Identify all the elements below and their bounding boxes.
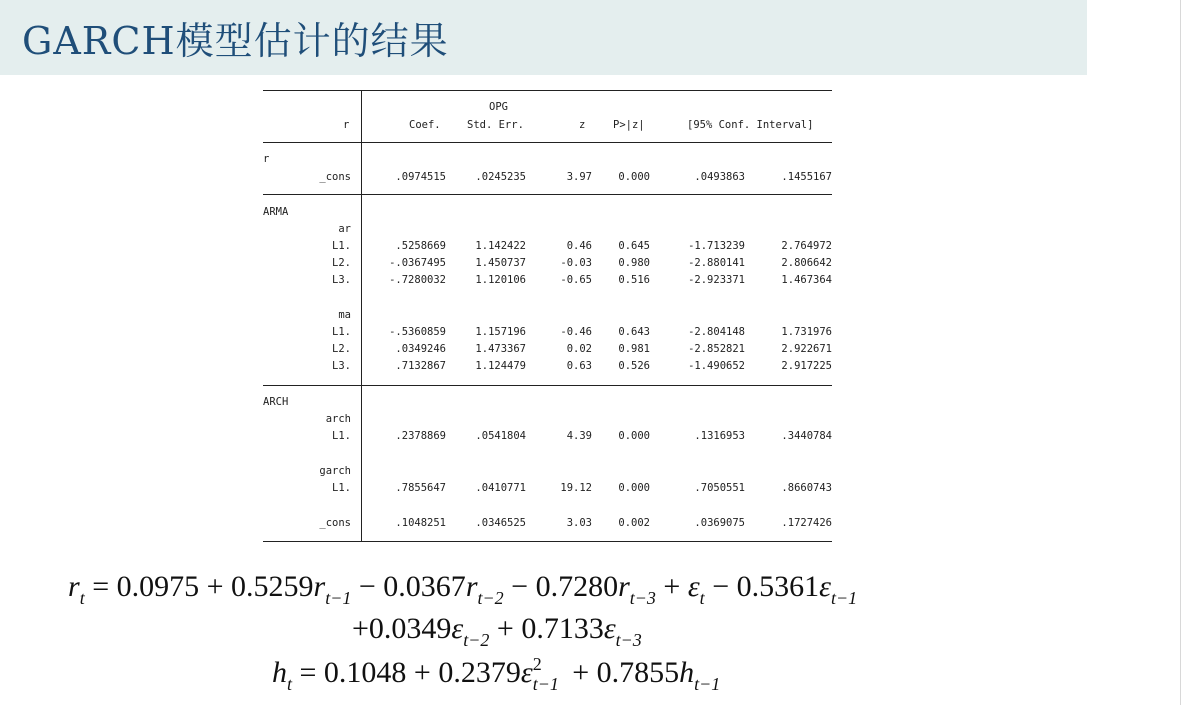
table-cell: -.7280032: [389, 274, 446, 286]
table-cell: .1316953: [694, 430, 745, 442]
table-cell: 0.645: [618, 240, 650, 252]
row-section-label: ARCH: [263, 396, 289, 408]
table-cell: .8660743: [781, 482, 832, 494]
row-sub-label: garch: [319, 465, 351, 477]
row-label: L2.: [332, 343, 351, 355]
eq-sub: t−2: [477, 588, 504, 608]
table-cell: -.0367495: [389, 257, 446, 269]
table-cell: 0.000: [618, 171, 650, 183]
table-cell: .5258669: [395, 240, 446, 252]
table-cell: 3.97: [566, 171, 592, 183]
eq-sub: t−1: [694, 674, 721, 694]
table-cell: -1.490652: [688, 360, 745, 372]
eq-term: = 0.1048 + 0.2379: [292, 656, 521, 689]
eq-term: = 0.0975 + 0.5259: [84, 570, 314, 603]
eq-sub: t−3: [615, 630, 642, 650]
table-cell: 2.917225: [781, 360, 832, 372]
eq-sub: t: [287, 674, 293, 694]
eq-term: − 0.7280: [503, 570, 619, 603]
eq-sub: t−1: [830, 588, 858, 608]
row-section-label: r: [263, 153, 270, 165]
table-cell: 1.450737: [475, 257, 526, 269]
table-cell: 1.120106: [475, 274, 526, 286]
eq-sub: t−3: [629, 588, 656, 608]
table-cell: .0369075: [694, 517, 745, 529]
eq-term: +0.0349: [352, 612, 452, 645]
eq-r: r: [68, 570, 80, 603]
eq-sub: t: [79, 588, 85, 608]
table-cell: .7050551: [694, 482, 745, 494]
row-label: L1.: [332, 482, 351, 494]
eq-eps: ε: [451, 612, 464, 645]
header-p: P>|z|: [613, 119, 645, 131]
header-ci: [95% Conf. Interval]: [687, 119, 814, 131]
table-cell: 1.157196: [475, 326, 526, 338]
table-cell: .1048251: [395, 517, 446, 529]
table-cell: 0.980: [618, 257, 650, 269]
scrollbar-track[interactable]: [1180, 0, 1181, 705]
header-var: r: [343, 119, 350, 131]
table-cell: 19.12: [560, 482, 592, 494]
row-label: L3.: [332, 360, 351, 372]
mean-equation: $r_t = 0.0975 + 0.5259r_{t-1} - 0.0367r_{t-2} - 0.7280r_{t-3} + \varepsilon_t - 0.5361\varepsilon_{t-1}$: [68, 570, 858, 608]
table-cell: .1727426: [781, 517, 832, 529]
section-rule-arch: [263, 385, 832, 386]
slide-header: [0, 0, 1087, 75]
table-cell: .0974515: [395, 171, 446, 183]
eq-sub: t−1: [325, 588, 352, 608]
eq-eps: ε: [520, 656, 533, 689]
table-cell: -.5360859: [389, 326, 446, 338]
table-cell: .7855647: [395, 482, 446, 494]
eq-sup: 2: [532, 654, 542, 674]
header-coef: Coef.: [409, 119, 441, 131]
row-label: L2.: [332, 257, 351, 269]
table-cell: .7132867: [395, 360, 446, 372]
row-label: _cons: [319, 517, 351, 529]
table-cell: 0.002: [618, 517, 650, 529]
row-sub-label: arch: [325, 413, 351, 425]
table-cell: .3440784: [781, 430, 832, 442]
table-cell: 0.02: [566, 343, 592, 355]
table-cell: 1.467364: [781, 274, 832, 286]
eq-sub: t−2: [463, 630, 490, 650]
table-divider: [361, 90, 362, 541]
mean-equation-cont: $+0.0349\varepsilon_{t-2} + 0.7133\varepsilon_{t-3}$: [352, 612, 642, 650]
header-z: z: [579, 119, 586, 131]
eq-h: h: [272, 656, 287, 689]
header-stderr: Std. Err.: [467, 119, 524, 131]
eq-term: − 0.0367: [351, 570, 466, 603]
table-cell: -1.713239: [688, 240, 745, 252]
table-cell: -2.923371: [688, 274, 745, 286]
eq-sub: t−1: [532, 674, 559, 694]
table-cell: .0410771: [475, 482, 526, 494]
table-cell: 1.124479: [475, 360, 526, 372]
eq-subsup: [532, 654, 565, 694]
table-cell: -2.852821: [688, 343, 745, 355]
eq-term: + 0.7855: [564, 656, 680, 689]
table-cell: 2.806642: [781, 257, 832, 269]
table-cell: 1.731976: [781, 326, 832, 338]
table-cell: .2378869: [395, 430, 446, 442]
table-cell: .0541804: [475, 430, 526, 442]
table-top-rule: [263, 90, 832, 91]
table-cell: 2.764972: [781, 240, 832, 252]
table-cell: 0.643: [618, 326, 650, 338]
table-cell: 0.981: [618, 343, 650, 355]
table-cell: .0349246: [395, 343, 446, 355]
table-cell: 4.39: [566, 430, 592, 442]
variance-equation: $h_t = 0.1048 + 0.2379\varepsilon$ 2 t−1 + $0.7855h_{t-1}$: [272, 654, 721, 694]
table-cell: .0346525: [475, 517, 526, 529]
row-label: L1.: [332, 430, 351, 442]
eq-term: − 0.5361: [704, 570, 820, 603]
eq-term: + 0.7133: [489, 612, 604, 645]
table-cell: 1.142422: [475, 240, 526, 252]
row-section-label: ARMA: [263, 206, 289, 218]
table-cell: -0.65: [560, 274, 592, 286]
row-label: _cons: [319, 171, 351, 183]
table-cell: 0.526: [618, 360, 650, 372]
header-opg: OPG: [489, 101, 508, 113]
table-bottom-rule: [263, 541, 832, 542]
table-cell: -0.03: [560, 257, 592, 269]
table-cell: 0.63: [566, 360, 592, 372]
row-label: L3.: [332, 274, 351, 286]
table-cell: .0245235: [475, 171, 526, 183]
table-cell: 0.000: [618, 430, 650, 442]
table-cell: 3.03: [566, 517, 592, 529]
eq-sub: t: [699, 588, 705, 608]
row-sub-label: ma: [338, 309, 351, 321]
table-cell: 0.516: [618, 274, 650, 286]
table-cell: -2.880141: [688, 257, 745, 269]
table-cell: 1.473367: [475, 343, 526, 355]
table-cell: .1455167: [781, 171, 832, 183]
eq-term: +: [655, 570, 688, 603]
section-rule-arma: [263, 194, 832, 195]
table-cell: 0.000: [618, 482, 650, 494]
table-cell: 2.922671: [781, 343, 832, 355]
table-cell: -2.804148: [688, 326, 745, 338]
row-label: L1.: [332, 240, 351, 252]
header-rule: [263, 142, 832, 143]
table-cell: -0.46: [560, 326, 592, 338]
row-sub-label: ar: [338, 223, 351, 235]
table-cell: .0493863: [694, 171, 745, 183]
page-title: GARCH模型估计的结果: [22, 19, 449, 63]
table-cell: 0.46: [566, 240, 592, 252]
eq-eps: ε: [687, 570, 700, 603]
row-label: L1.: [332, 326, 351, 338]
